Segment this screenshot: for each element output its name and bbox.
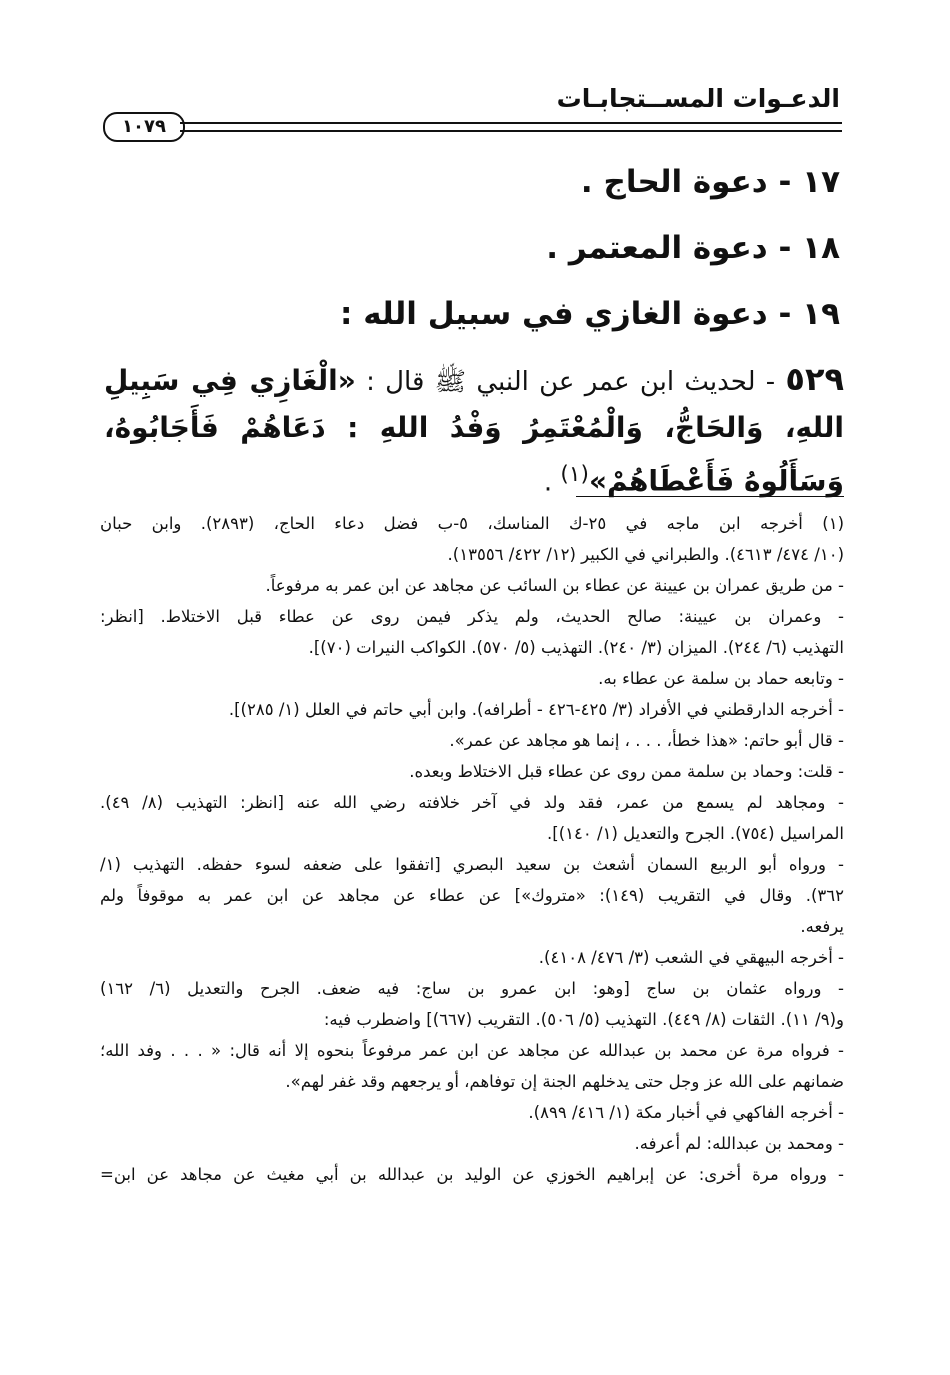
footnote-line: ضمانهم على الله عز وجل حتى يدخلهم الجنة إن توفاهم، أو يرجعهم وقد غفر لهم». — [285, 1072, 844, 1091]
footnote-separator — [576, 496, 844, 497]
footnote-line: - أخرجه الدارقطني في الأفراد (٣/ ٤٢٥-٤٢٦ - أطرافه). وابن أبي حاتم في العلل (١/ ٢٨٥)]. — [228, 700, 844, 719]
footnote-line: المراسيل (٧٥٤). الجرح والتعديل (١/ ١٤٠)]. — [547, 824, 844, 843]
header-rule — [180, 122, 842, 132]
footnote-line: - ومجاهد لم يسمع من عمر، فقد ولد في آخر خلافته رضي الله عنه [انظر: التهذيب (٨/ ٤٩). — [100, 793, 844, 812]
footnote-line: - ورواه عثمان بن ساج [وهو: ابن عمرو بن ساج: فيه ضعف. الجرح والتعديل (٦/ ١٦٢) — [100, 979, 844, 998]
footnote-line: - فرواه مرة عن محمد بن عبدالله عن مجاهد عن ابن عمر مرفوعاً بنحوه إلا أنه قال: « . . . وفد الله؛ — [100, 1041, 844, 1060]
hadith-number: ٥٢٩ — [785, 360, 845, 398]
footnote-line: - ورواه مرة أخرى: عن إبراهيم الخوزي عن الوليد بن عبدالله بن أبي مغيث عن مجاهد عن ابن= — [100, 1165, 844, 1184]
footnotes-block — [100, 508, 844, 1190]
footnote-line: - وعمران بن عيينة: صالح الحديث، ولم يذكر فيمن روى عن عطاء قبل الاختلاط. [انظر: — [100, 607, 844, 626]
hadith-paragraph — [104, 356, 844, 506]
section-heading-18: ١٨ - دعوة المعتمر . — [546, 230, 840, 266]
footnote-line: التهذيب (٦/ ٢٤٤). الميزان (٣/ ٢٤٠). التهذيب (٥/ ٥٧٠). الكواكب النيرات (٧٠)]. — [308, 638, 844, 657]
footnote-line: و(٩/ ١١). الثقات (٨/ ٤٤٩). التهذيب (٥/ ٥٠٦). التقريب (٦٦٧)] واضطرب فيه: — [323, 1010, 844, 1029]
footnote-reference: (١) — [560, 462, 589, 487]
footnote-line: - وتابعه حماد بن سلمة عن عطاء به. — [598, 669, 844, 688]
running-header-title: الدعـوات المســتجابـات — [556, 84, 840, 113]
hadith-quote: «الْغَازِي فِي سَبِيلِ اللهِ، وَالحَاجُّ، وَالْمُعْتَمِرُ وَفْدُ اللهِ : دَعَاهُمْ فَأَجَابُوهُ، وَسَأَلُوهُ فَأَعْطَاهُمْ» — [104, 364, 844, 498]
footnote-line: - ورواه أبو الربيع السمان أشعث بن سعيد البصري [اتفقوا على ضعفه لسوء حفظه. التهذيب (١/ — [100, 855, 844, 874]
section-heading-17: ١٧ - دعوة الحاج . — [580, 164, 840, 200]
footnote-line: ٣٦٢). وقال في التقريب (١٤٩): «متروك»] عن عطاء عن مجاهد عن ابن عمر به موقوفاً ولم — [100, 886, 844, 905]
footnote-line: - من طريق عمران بن عيينة عن عطاء بن السائب عن مجاهد عن ابن عمر به مرفوعاً. — [265, 576, 844, 595]
hadith-intro: - لحديث ابن عمر عن النبي ﷺ قال : — [355, 367, 786, 397]
footnote-line: - قلت: وحماد بن سلمة ممن روى عن عطاء قبل الاختلاط وبعده. — [409, 762, 844, 781]
footnote-line: يرفعه. — [800, 917, 844, 936]
footnote-line: - أخرجه الفاكهي في أخبار مكة (١/ ٤١٦/ ٨٩٩). — [528, 1103, 844, 1122]
footnote-line: (١٠/ ٤٧٤/ ٤٦١٣). والطبراني في الكبير (١٢/ ٤٢٢/ ١٣٥٥٦). — [447, 545, 844, 564]
footnote-line: (١) أخرجه ابن ماجه في ٢٥-ك المناسك، ٥-ب فضل دعاء الحاج، (٢٨٩٣). وابن حبان — [100, 514, 844, 533]
section-heading-19: ١٩ - دعوة الغازي في سبيل الله : — [340, 296, 840, 332]
hadith-end: . — [543, 467, 561, 498]
footnote-line: - ومحمد بن عبدالله: لم أعرفه. — [634, 1134, 844, 1153]
page-number: ١٠٧٩ — [103, 112, 185, 142]
footnote-line: - أخرجه البيهقي في الشعب (٣/ ٤٧٦/ ٤١٠٨). — [538, 948, 844, 967]
footnote-line: - قال أبو حاتم: «هذا خطأ، . . . ، إنما هو مجاهد عن عمر». — [449, 731, 844, 750]
